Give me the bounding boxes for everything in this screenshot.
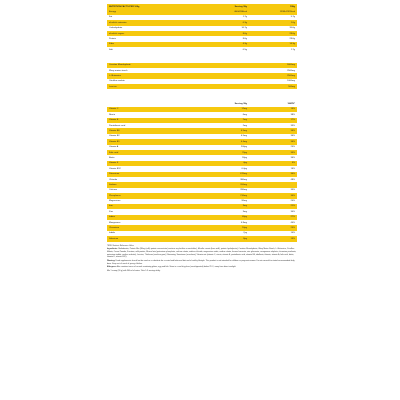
nutrient-value: 5.7g bbox=[249, 15, 297, 20]
nutrient-value: 5% bbox=[249, 161, 297, 166]
nutrient-name: Iodine bbox=[107, 215, 201, 220]
nutrient-value: 210mg bbox=[201, 193, 249, 198]
nutrient-value: 8.6g bbox=[201, 31, 249, 36]
nutrient-name: Phosphorus bbox=[107, 193, 201, 198]
nutrient-name: Waxy maize starch bbox=[107, 68, 201, 73]
nutrient-value: 35.6g bbox=[249, 26, 297, 31]
nutrient-value: 36% bbox=[249, 139, 297, 144]
nutrient-value: 0.5mg bbox=[201, 134, 249, 139]
nutrient-value: 16% bbox=[249, 166, 297, 171]
nutrient-value: 28.6g bbox=[249, 31, 297, 36]
nutrient-value: 14.3g bbox=[249, 42, 297, 47]
nutrient-name: Leucine bbox=[107, 84, 201, 89]
nutrient-name: Zinc bbox=[107, 209, 201, 214]
table-header-cell: NUTRITION FACTS PER 100g bbox=[107, 4, 201, 9]
nutrient-value: 70µg bbox=[201, 150, 249, 155]
nutrient-value: 1.0g bbox=[249, 20, 297, 25]
nutrient-value: 36% bbox=[249, 128, 297, 133]
nutrient-name: Citrulline malate bbox=[107, 79, 201, 84]
nutrient-name: Carbohydrate bbox=[107, 26, 201, 31]
nutrient-value: 28.6g bbox=[249, 36, 297, 41]
spacer bbox=[107, 53, 297, 63]
nutrient-value: 36% bbox=[249, 134, 297, 139]
nutrient-value: 6mg bbox=[201, 112, 249, 117]
nutrient-name: Vitamin K bbox=[107, 161, 201, 166]
nutrient-value: 34% bbox=[249, 172, 297, 177]
nutrient-value: 380mg bbox=[201, 177, 249, 182]
nutrient-name: Vitamin E bbox=[107, 118, 201, 123]
nutrient-value: 12mg bbox=[201, 107, 249, 112]
nutrient-value: 33% bbox=[249, 123, 297, 128]
ingredients-text: Maltodextrin, Protein Mix (Whey (milk) protein concentrate (contains soy lecithin as emulsifier), Micellar casein (from milk), protein hydrolysate), Creatine Monohydrate, Waxy Maize Starch, L-Glutamine, Citrulline Malate, Cocoa Powder, Fructose, milk protein, Mineral mix (potassium phosphate, calcium citrate, sodium chloride, magnesium oxide, sodium citrate, ferrous fumarate, zinc gluconate, manganese sulphate, chromium picolinate, potassium iodide, sodium selenite), Leucine, Thickener (xanthan gum), Flavouring, Sweetener (sucralose), Vitamin mix (vitamin C, niacin, vitamin E, pantothenic acid, vitamin B6, riboflavin, thiamin, vitamin A, folic acid, biotin, vitamin K, vitamin B12). bbox=[107, 248, 297, 259]
table-header-cell: 100g bbox=[249, 4, 297, 9]
nutrient-value: 0.4µg bbox=[201, 166, 249, 171]
nutrient-value: 17% bbox=[249, 118, 297, 123]
nutrition-sheet bbox=[107, 4, 297, 274]
nutrient-value: 40µg bbox=[201, 215, 249, 220]
nutrient-name: Calcium bbox=[107, 188, 201, 193]
nutrient-value: 1.7g bbox=[249, 47, 297, 52]
nutrient-value: 10µg bbox=[201, 225, 249, 230]
nutrient-name: Biotin bbox=[107, 155, 201, 160]
ingredients-label: Ingredients: bbox=[107, 248, 118, 251]
allergens-paragraph bbox=[107, 266, 297, 269]
table-header-cell: %NRV* bbox=[249, 101, 297, 106]
allergens-text: Also contains traces of cereals containing gluten, egg and fish. Store in a cool dry place (unrefrigerated) below 25°C, away from direct sunlight. bbox=[116, 266, 237, 269]
table-header-cell: Serving 30g bbox=[201, 4, 249, 9]
nutrient-name: Niacin bbox=[107, 112, 201, 117]
table-row bbox=[107, 236, 297, 241]
nutrient-name: Energy bbox=[107, 9, 201, 14]
nutrient-value: 2mg bbox=[201, 118, 249, 123]
nutrient-value: 3mg bbox=[201, 204, 249, 209]
footer-text bbox=[107, 245, 297, 273]
nutrient-value: 15% bbox=[249, 107, 297, 112]
nutrient-name: Folic acid bbox=[107, 150, 201, 155]
nutrient-name: of which sugars bbox=[107, 31, 201, 36]
nutrient-value: 500mg bbox=[249, 84, 297, 89]
nutrient-name: Vitamin B12 bbox=[107, 166, 201, 171]
nutrient-name: Iodide bbox=[107, 231, 201, 236]
nutrient-value: 0.5g bbox=[201, 47, 249, 52]
nutrient-value: 8.6g bbox=[201, 36, 249, 41]
nutrient-value: 25% bbox=[249, 225, 297, 230]
nutrient-value: 30% bbox=[249, 209, 297, 214]
nutrient-name: Iron bbox=[107, 204, 201, 209]
nutrient-value: 30% bbox=[249, 193, 297, 198]
nutrient-name: Chloride bbox=[107, 177, 201, 182]
nutrient-value: 48% bbox=[249, 177, 297, 182]
nutrient-name: Vitamin B6 bbox=[107, 128, 201, 133]
nutrient-value: 21% bbox=[249, 204, 297, 209]
nutrient-value: 36% bbox=[249, 155, 297, 160]
nutrient-value: 4.3g bbox=[201, 42, 249, 47]
nutrient-name: Vitamin B2 bbox=[107, 134, 201, 139]
nutrient-value: 5000mg bbox=[249, 63, 297, 68]
nutrient-value: 2500mg bbox=[249, 73, 297, 78]
nutrient-value: 4µg bbox=[201, 161, 249, 166]
warning-paragraph bbox=[107, 260, 297, 265]
ingredients-paragraph bbox=[107, 248, 297, 258]
nutrient-value: 15% bbox=[249, 236, 297, 241]
vitamin-table bbox=[107, 101, 297, 241]
nutrient-value: 7µg bbox=[201, 231, 249, 236]
nutrient-value: 0.3g bbox=[201, 20, 249, 25]
nutrient-value: 3mg bbox=[201, 209, 249, 214]
nutrient-value: 200mg bbox=[201, 182, 249, 187]
nutrient-name: Fat bbox=[107, 15, 201, 20]
nutrient-value: 25% bbox=[249, 145, 297, 150]
nutrient-value: 8µg bbox=[201, 236, 249, 241]
nutrient-name: L-Glutamine bbox=[107, 73, 201, 78]
nutrient-value: 0.8mg bbox=[201, 220, 249, 225]
nutrient-name: Vitamin A bbox=[107, 145, 201, 150]
nutrient-value: 400kJ/96kcal bbox=[201, 9, 249, 14]
nutrient-name: Selenium bbox=[107, 236, 201, 241]
nutrient-value: 14% bbox=[249, 231, 297, 236]
nutrient-name: Vitamin C bbox=[107, 107, 201, 112]
nutrient-name: Sodium bbox=[107, 182, 201, 187]
nutrient-name: Vitamin B1 bbox=[107, 139, 201, 144]
nutrient-value: 18µg bbox=[201, 155, 249, 160]
nutrient-value: 1000mg bbox=[249, 79, 297, 84]
nutrient-value: 280mg bbox=[201, 188, 249, 193]
nutrient-name: Salt bbox=[107, 47, 201, 52]
usage-paragraph bbox=[107, 270, 297, 273]
nutrient-name: Chromium bbox=[107, 225, 201, 230]
nutrient-name: Creatine Monohydrate bbox=[107, 63, 201, 68]
nrv-note: *NRV: Nutrient Reference Value bbox=[107, 244, 134, 247]
nutrient-value: 1330kJ/321kcal bbox=[249, 9, 297, 14]
nutrient-value: 0.5mg bbox=[201, 128, 249, 133]
nutrient-value: 2mg bbox=[201, 123, 249, 128]
table-header-cell: Serving 30g bbox=[201, 101, 249, 106]
allergens-label: Allergens: bbox=[107, 266, 117, 269]
nutrient-value: 35% bbox=[249, 150, 297, 155]
amino-table bbox=[107, 63, 297, 90]
warning-text: Food supplements should not be used as a substitute for a varied and balanced diet and a healthy lifestyle. This product is not intended for children or pregnant women. Do not exceed the stated recommended daily dose. Keep out of reach of young children. bbox=[107, 259, 295, 265]
nutrient-value: 200µg bbox=[201, 145, 249, 150]
warning-label: Warning: bbox=[107, 259, 116, 262]
nutrition-table bbox=[107, 4, 297, 53]
usage-text: Mix 1 scoop (30 g) with 300 ml of water. Take 1-3 servings daily. bbox=[107, 270, 161, 273]
nutrient-value: 90mg bbox=[201, 199, 249, 204]
nutrient-value: 35% bbox=[249, 188, 297, 193]
nutrient-value: 40% bbox=[249, 220, 297, 225]
nutrient-value: 670mg bbox=[201, 172, 249, 177]
nutrient-value: 24% bbox=[249, 199, 297, 204]
nutrient-name: Fibre bbox=[107, 42, 201, 47]
spacer bbox=[107, 89, 297, 101]
nutrient-value: 0.4mg bbox=[201, 139, 249, 144]
nutrient-name: of which saturates bbox=[107, 20, 201, 25]
nutrient-name: Potassium bbox=[107, 172, 201, 177]
nutrient-name: Protein bbox=[107, 36, 201, 41]
nutrient-value: 10.7g bbox=[201, 26, 249, 31]
nutrient-name: Manganese bbox=[107, 220, 201, 225]
nutrient-name: Pantothenic acid bbox=[107, 123, 201, 128]
nutrient-value: 2500mg bbox=[249, 68, 297, 73]
nutrient-value: 27% bbox=[249, 215, 297, 220]
nutrient-value: 1.7g bbox=[201, 15, 249, 20]
nutrient-name: Magnesium bbox=[107, 199, 201, 204]
nutrient-value: 38% bbox=[249, 112, 297, 117]
